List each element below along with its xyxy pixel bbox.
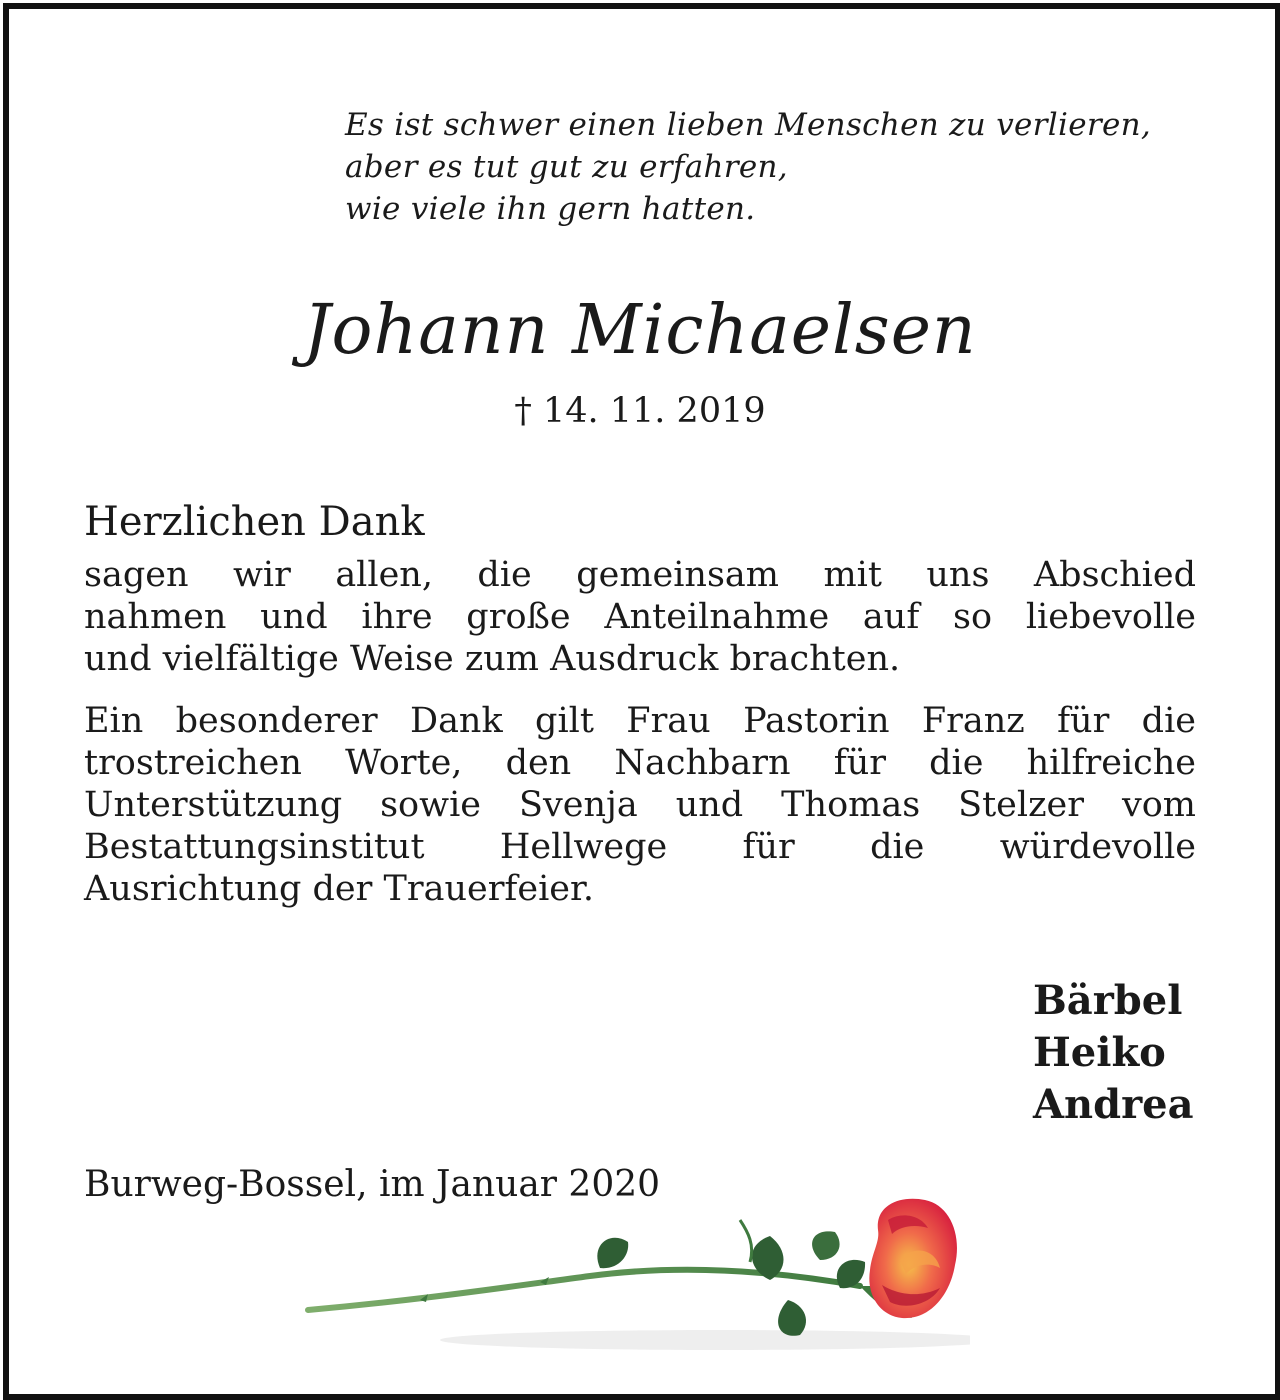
death-date: † 14. 11. 2019 xyxy=(514,391,766,431)
quote-line: Es ist schwer einen lieben Menschen zu verlieren, xyxy=(345,107,1152,143)
paragraph-line: Ausrichtung der Trauerfeier. xyxy=(84,869,595,909)
paragraph-line: Bestattungsinstitut Hellwege für die würdevolle xyxy=(84,827,1196,867)
thanks-paragraph-2 xyxy=(84,700,1196,910)
thanks-paragraph-1 xyxy=(84,554,1196,680)
signatures xyxy=(1033,975,1194,1131)
paragraph-line: Unterstützung sowie Svenja und Thomas Stelzer vom xyxy=(84,785,1196,825)
place-and-date: Burweg-Bossel, im Januar 2020 xyxy=(84,1164,661,1205)
paragraph-line: und vielfältige Weise zum Ausdruck brachten. xyxy=(84,639,901,679)
quote-line: aber es tut gut zu erfahren, xyxy=(345,149,788,185)
signature-name: Andrea xyxy=(1033,1081,1194,1128)
signature-name: Bärbel xyxy=(1033,977,1183,1024)
paragraph-line: Ein besonderer Dank gilt Frau Pastorin Franz für die xyxy=(84,701,1196,741)
memorial-quote xyxy=(345,104,1225,230)
paragraph-line: nahmen und ihre große Anteilnahme auf so liebevolle xyxy=(84,597,1196,637)
rose-icon xyxy=(300,1190,970,1370)
paragraph-line: trostreichen Worte, den Nachbarn für die hilfreiche xyxy=(84,743,1196,783)
deceased-name: Johann Michaelsen xyxy=(303,291,977,370)
quote-line: wie viele ihn gern hatten. xyxy=(345,191,756,227)
signature-name: Heiko xyxy=(1033,1029,1166,1076)
thanks-heading: Herzlichen Dank xyxy=(84,499,425,545)
paragraph-line: sagen wir allen, die gemeinsam mit uns Abschied xyxy=(84,555,1196,595)
